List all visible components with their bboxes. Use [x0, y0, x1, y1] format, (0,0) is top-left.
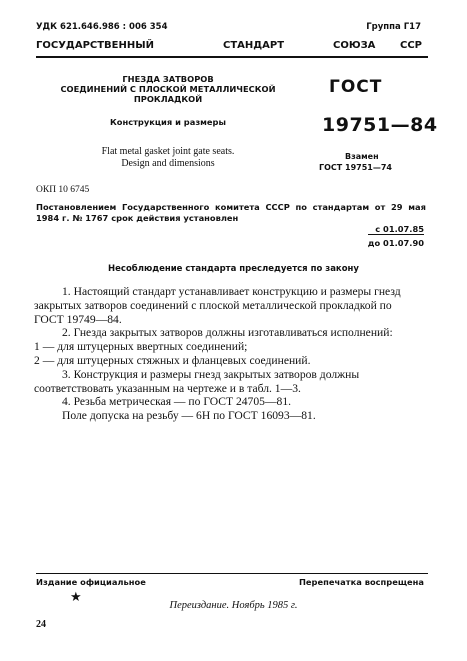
decree-line-1 — [36, 202, 426, 213]
banner-word-4: ССР — [400, 40, 423, 51]
standard-subtitle: Конструкция и размеры — [109, 117, 226, 127]
list-item-1: 1 — для штуцерных ввертных соединений; — [34, 340, 248, 354]
effective-to-date: до 01.07.90 — [367, 238, 424, 248]
replaces-label: Взамен — [345, 152, 379, 161]
paragraph-3: 3. Конструкция и размеры гнезд закрытых затворов должны соответствовать указанным на чертеже и в табл. 1—3. — [34, 367, 360, 395]
decree-word: от — [374, 202, 386, 212]
paragraph-5: Поле допуска на резьбу — 6Н по ГОСТ 16093—81. — [62, 409, 316, 423]
legal-warning: Несоблюдение стандарта преследуется по закону — [108, 264, 359, 274]
list-item-2: 2 — для штуцерных стяжных и фланцевых соединений. — [34, 353, 311, 367]
effective-from-date: с 01.07.85 — [375, 224, 424, 234]
group-code: Группа Г17 — [366, 22, 421, 32]
title-line-1: ГНЕЗДА ЗАТВОРОВ — [122, 74, 214, 84]
official-edition-label: Издание официальное — [36, 577, 146, 587]
banner-word-2: СТАНДАРТ — [223, 40, 285, 51]
footer-rule — [36, 573, 428, 574]
gost-label: ГОСТ — [329, 77, 383, 97]
title-line-3: ПРОКЛАДКОЙ — [133, 94, 203, 104]
decree-word: 29 — [390, 202, 403, 212]
standard-title — [50, 74, 286, 104]
page-number: 24 — [36, 619, 46, 630]
decree-word: Постановлением — [36, 202, 117, 212]
banner-word-3: СОЮЗА — [333, 40, 376, 51]
decree-line-2: 1984 г. № 1767 срок действия установлен — [36, 213, 239, 223]
decree-word: комитета — [215, 202, 260, 212]
date-rule — [368, 234, 424, 235]
paragraph-2: 2. Гнезда закрытых затворов должны изготавливаться исполнений: — [62, 326, 393, 340]
reissue-note: Переиздание. Ноябрь 1985 г. — [169, 600, 298, 611]
gost-number: 19751—84 — [322, 114, 438, 136]
english-title-line-1: Flat metal gasket joint gate seats. — [101, 146, 235, 157]
paragraph-1: 1. Настоящий стандарт устанавливает конструкцию и размеры гнезд закрытых затворов соединений с плоской металлической прокладкой по ГОСТ 19749—84. — [34, 285, 401, 326]
udk-code: УДК 621.646.986 : 006 354 — [36, 22, 168, 32]
banner-word-1: ГОСУДАРСТВЕННЫЙ — [36, 40, 154, 51]
decree-word: мая — [408, 202, 426, 212]
standard-body — [34, 285, 424, 423]
decree-word: стандартам — [312, 202, 370, 212]
english-title — [50, 146, 286, 170]
star-icon: ★ — [70, 589, 82, 604]
decree-word: по — [295, 202, 307, 212]
english-title-line-2: Design and dimensions — [121, 158, 215, 169]
title-line-2: СОЕДИНЕНИЙ С ПЛОСКОЙ МЕТАЛЛИЧЕСКОЙ — [60, 84, 276, 94]
replaces-value: ГОСТ 19751—74 — [319, 163, 392, 172]
decree-word: СССР — [265, 202, 290, 212]
okp-code: ОКП 10 6745 — [36, 185, 90, 195]
decree-word: Государственного — [121, 202, 210, 212]
banner-rule — [36, 56, 428, 58]
reprint-prohibited-label: Перепечатка воспрещена — [298, 577, 424, 587]
paragraph-4: 4. Резьба метрическая — по ГОСТ 24705—81. — [62, 395, 292, 409]
